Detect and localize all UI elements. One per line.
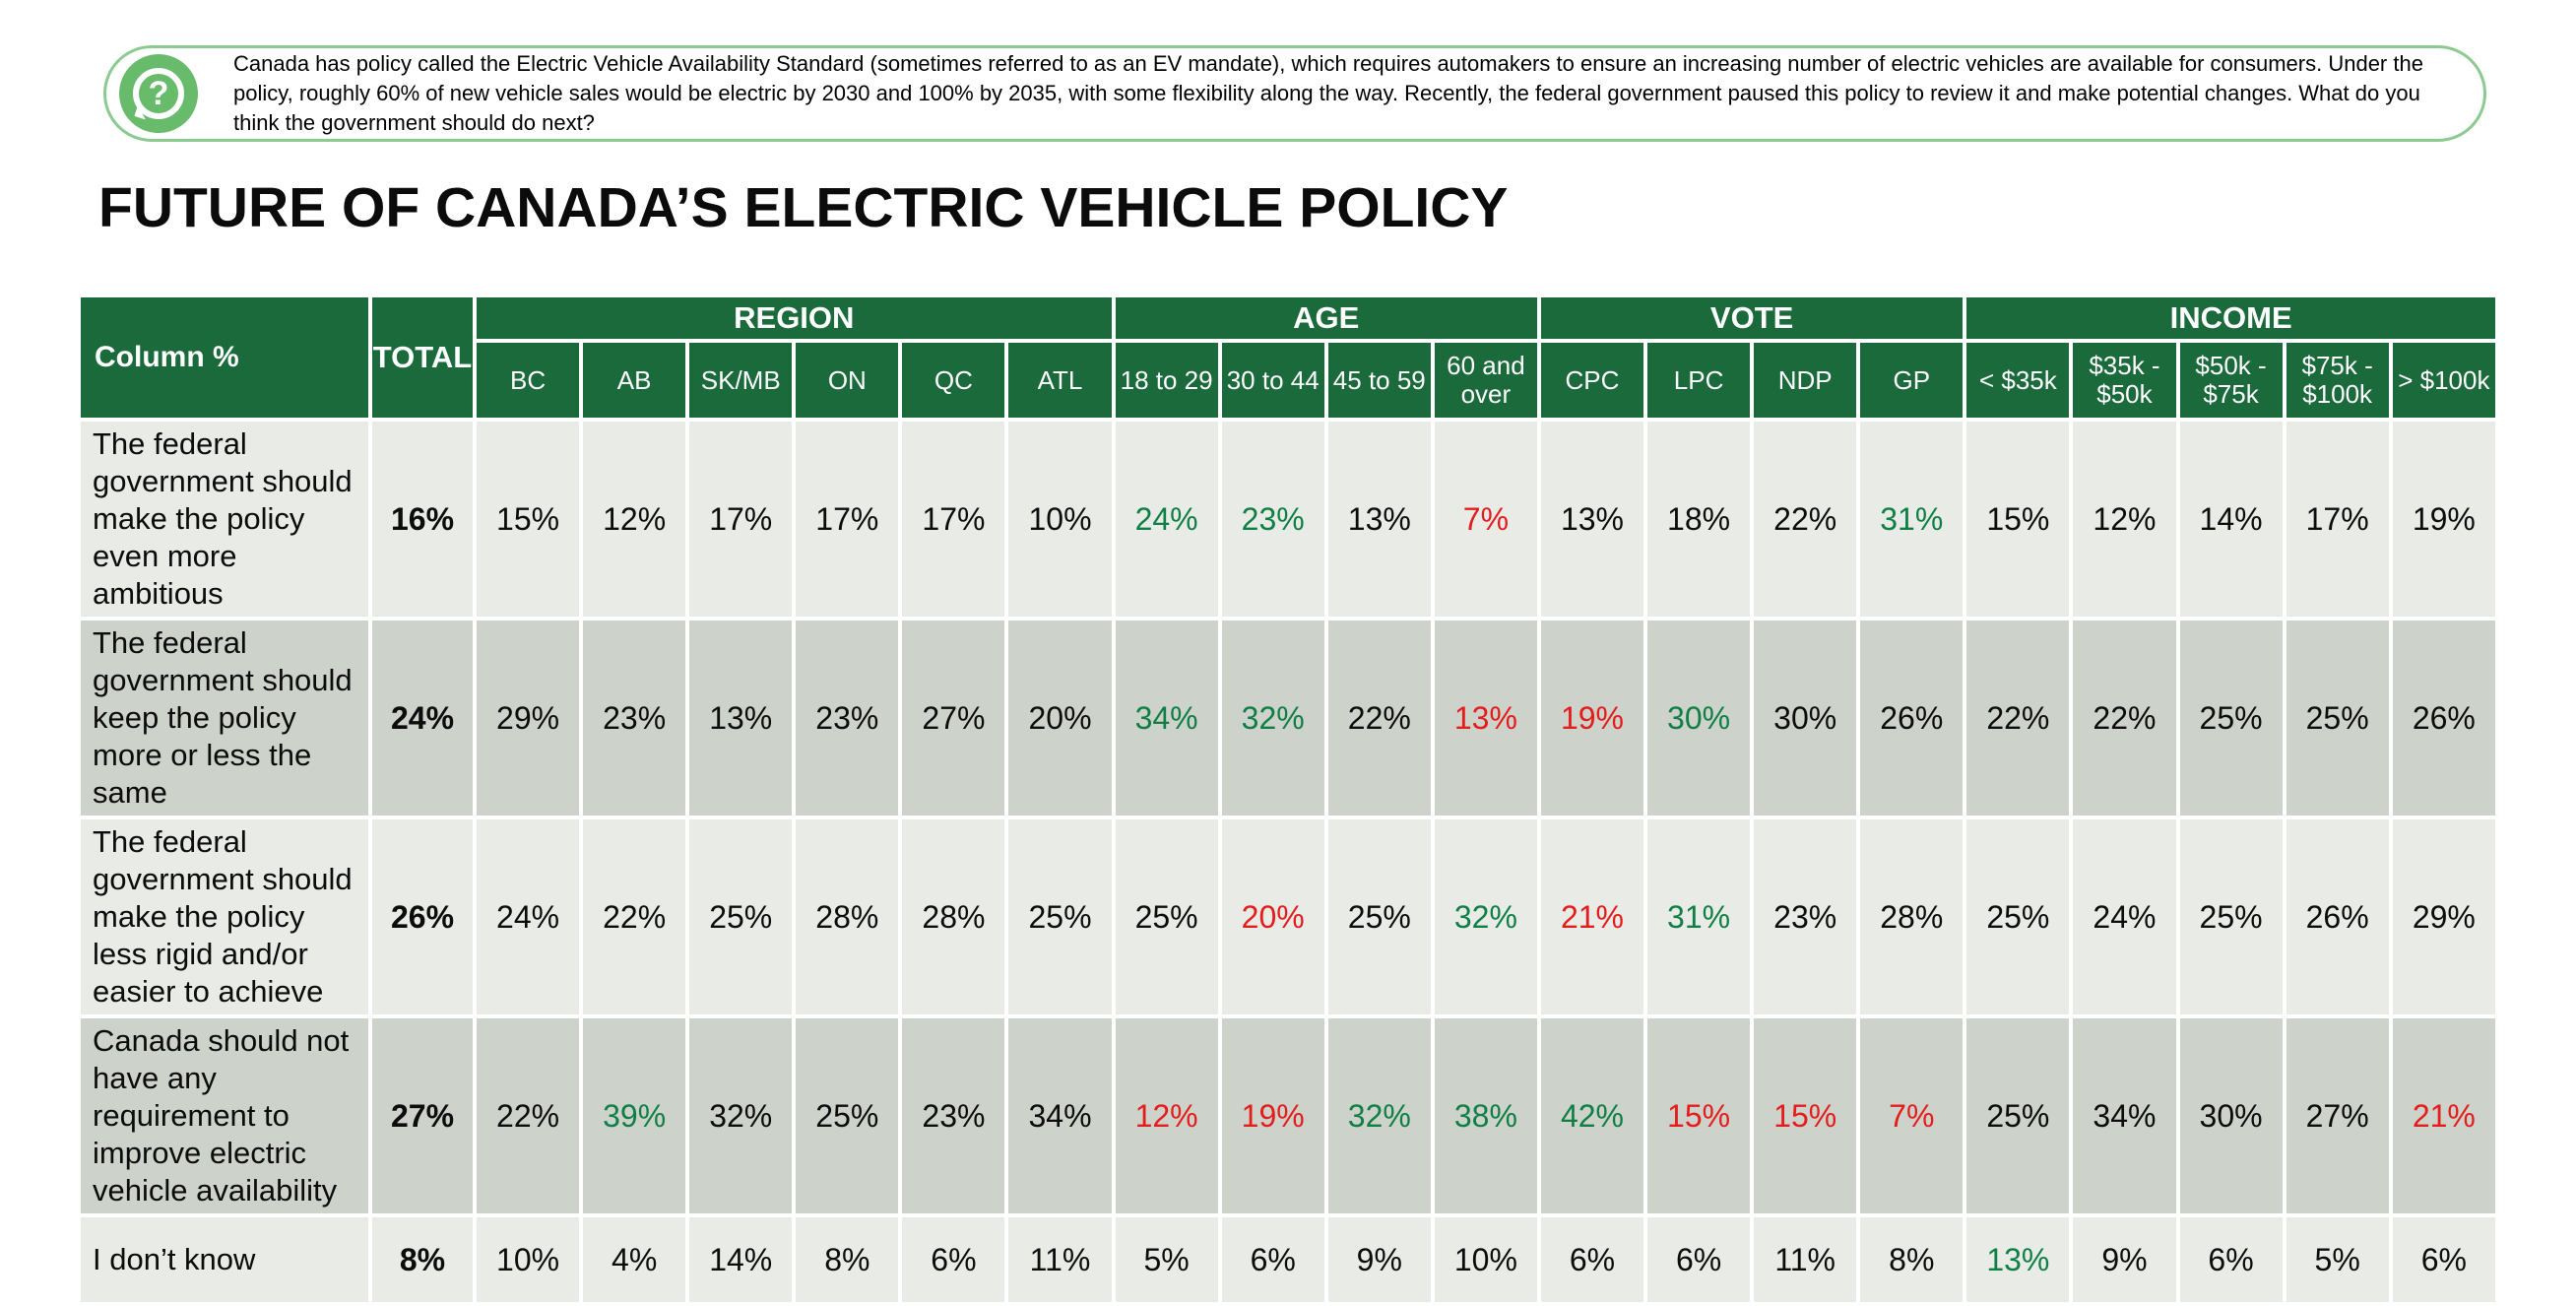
table-cell: 25% (1966, 819, 2069, 1014)
answer-row (81, 422, 2495, 617)
total-cell: 26% (372, 819, 473, 1014)
table-cell: 23% (583, 620, 685, 816)
table-cell: 32% (1328, 1018, 1431, 1213)
table-cell: 25% (2286, 620, 2389, 816)
column-header: NDP (1754, 343, 1856, 418)
table-cell: 12% (1116, 1018, 1218, 1213)
column-header: LPC (1647, 343, 1750, 418)
table-cell: 25% (2180, 819, 2283, 1014)
table-cell: 23% (1754, 819, 1856, 1014)
total-cell: 27% (372, 1018, 473, 1213)
table-cell: 29% (477, 620, 579, 816)
table-cell: 34% (1008, 1018, 1111, 1213)
table-cell: 34% (2073, 1018, 2175, 1213)
column-header: 30 to 44 (1222, 343, 1324, 418)
table-cell: 15% (477, 422, 579, 617)
column-header: $75k - $100k (2286, 343, 2389, 418)
table-cell: 5% (1116, 1217, 1218, 1302)
table-cell: 20% (1222, 819, 1324, 1014)
corner-header: Column % (81, 297, 368, 418)
question-bubble-icon (119, 54, 198, 133)
table-cell: 22% (583, 819, 685, 1014)
question-note-box (103, 45, 2486, 142)
column-header: 45 to 59 (1328, 343, 1431, 418)
table-cell: 6% (1541, 1217, 1643, 1302)
table-cell: 31% (1647, 819, 1750, 1014)
total-cell: 24% (372, 620, 473, 816)
table-cell: 19% (1222, 1018, 1324, 1213)
table-cell: 32% (1435, 819, 1537, 1014)
column-header: SK/MB (689, 343, 792, 418)
table-cell: 22% (2073, 620, 2175, 816)
table-cell: 7% (1435, 422, 1537, 617)
table-cell: 42% (1541, 1018, 1643, 1213)
table-cell: 21% (1541, 819, 1643, 1014)
crosstab-table (77, 294, 2499, 1306)
table-cell: 14% (689, 1217, 792, 1302)
row-label: I don’t know (81, 1217, 368, 1302)
column-header: CPC (1541, 343, 1643, 418)
table-cell: 22% (477, 1018, 579, 1213)
table-cell: 31% (1860, 422, 1963, 617)
column-header: $35k - $50k (2073, 343, 2175, 418)
table-cell: 9% (2073, 1217, 2175, 1302)
table-cell: 17% (796, 422, 898, 617)
table-cell: 32% (689, 1018, 792, 1213)
answer-row (81, 1217, 2495, 1302)
group-header-vote: VOTE (1541, 297, 1963, 339)
table-cell: 5% (2286, 1217, 2389, 1302)
table-cell: 12% (2073, 422, 2175, 617)
table-cell: 22% (1966, 620, 2069, 816)
row-label: Canada should not have any requirement to improve electric vehicle availability (81, 1018, 368, 1213)
table-cell: 18% (1647, 422, 1750, 617)
table-cell: 34% (1116, 620, 1218, 816)
table-cell: 19% (1541, 620, 1643, 816)
table-cell: 27% (902, 620, 1004, 816)
table-cell: 17% (2286, 422, 2389, 617)
table-cell: 8% (1860, 1217, 1963, 1302)
table-cell: 30% (1754, 620, 1856, 816)
answer-row (81, 620, 2495, 816)
table-cell: 20% (1008, 620, 1111, 816)
table-cell: 17% (902, 422, 1004, 617)
table-cell: 24% (477, 819, 579, 1014)
table-cell: 25% (689, 819, 792, 1014)
column-header: < $35k (1966, 343, 2069, 418)
table-cell: 15% (1754, 1018, 1856, 1213)
table-cell: 25% (1116, 819, 1218, 1014)
table-cell: 15% (1647, 1018, 1750, 1213)
total-column-header: TOTAL (372, 297, 473, 418)
table-cell: 28% (902, 819, 1004, 1014)
total-cell: 16% (372, 422, 473, 617)
table-cell: 25% (796, 1018, 898, 1213)
column-header: > $100k (2393, 343, 2495, 418)
table-cell: 32% (1222, 620, 1324, 816)
table-cell: 13% (689, 620, 792, 816)
table-cell: 13% (1966, 1217, 2069, 1302)
table-cell: 24% (2073, 819, 2175, 1014)
table-cell: 13% (1541, 422, 1643, 617)
column-header: 18 to 29 (1116, 343, 1218, 418)
table-cell: 25% (1966, 1018, 2069, 1213)
column-header: $50k - $75k (2180, 343, 2283, 418)
table-cell: 11% (1008, 1217, 1111, 1302)
row-label: The federal government should make the policy less rigid and/or easier to achieve (81, 819, 368, 1014)
column-header: QC (902, 343, 1004, 418)
column-header: GP (1860, 343, 1963, 418)
table-cell: 10% (1008, 422, 1111, 617)
speech-bubble-shape (133, 68, 184, 119)
table-cell: 30% (1647, 620, 1750, 816)
total-cell: 8% (372, 1217, 473, 1302)
row-label: The federal government should keep the policy more or less the same (81, 620, 368, 816)
table-cell: 26% (1860, 620, 1963, 816)
column-header: AB (583, 343, 685, 418)
table-cell: 23% (796, 620, 898, 816)
table-cell: 6% (2393, 1217, 2495, 1302)
table-cell: 8% (796, 1217, 898, 1302)
table-cell: 23% (1222, 422, 1324, 617)
answer-row (81, 1018, 2495, 1213)
table-cell: 39% (583, 1018, 685, 1213)
column-header: ATL (1008, 343, 1111, 418)
table-cell: 19% (2393, 422, 2495, 617)
table-cell: 10% (477, 1217, 579, 1302)
table-cell: 4% (583, 1217, 685, 1302)
table-cell: 14% (2180, 422, 2283, 617)
table-cell: 29% (2393, 819, 2495, 1014)
table-cell: 28% (796, 819, 898, 1014)
table-cell: 38% (1435, 1018, 1537, 1213)
table-cell: 13% (1328, 422, 1431, 617)
table-cell: 26% (2393, 620, 2495, 816)
group-header-age: AGE (1116, 297, 1537, 339)
table-cell: 7% (1860, 1018, 1963, 1213)
table-cell: 11% (1754, 1217, 1856, 1302)
table-cell: 6% (902, 1217, 1004, 1302)
row-label: The federal government should make the policy even more ambitious (81, 422, 368, 617)
table-cell: 6% (2180, 1217, 2283, 1302)
column-header: ON (796, 343, 898, 418)
table-cell: 26% (2286, 819, 2389, 1014)
table-cell: 22% (1328, 620, 1431, 816)
page-title: FUTURE OF CANADA’S ELECTRIC VEHICLE POLICY (98, 176, 1509, 239)
table-cell: 9% (1328, 1217, 1431, 1302)
table-cell: 27% (2286, 1018, 2389, 1213)
table-cell: 10% (1435, 1217, 1537, 1302)
table-cell: 17% (689, 422, 792, 617)
group-header-region: REGION (477, 297, 1112, 339)
table-cell: 25% (1008, 819, 1111, 1014)
table-cell: 25% (1328, 819, 1431, 1014)
question-note-text: Canada has policy called the Electric Vehicle Availability Standard (sometimes referred to as an EV mandate), which requires automakers to ensure an increasing number of electric vehicles are available for consumers. Under the policy, roughly 60% of new vehicle sales would be electric by 2030 and 100% by 2035, with some flexibility along the way. Recently, the federal government paused this policy to review it and make potential changes. What do you think the government should do next? (233, 51, 2423, 135)
table-cell: 28% (1860, 819, 1963, 1014)
table-cell: 21% (2393, 1018, 2495, 1213)
table-cell: 22% (1754, 422, 1856, 617)
table-cell: 25% (2180, 620, 2283, 816)
column-header: BC (477, 343, 579, 418)
table-cell: 24% (1116, 422, 1218, 617)
answer-row (81, 819, 2495, 1014)
table-cell: 13% (1435, 620, 1537, 816)
table-cell: 12% (583, 422, 685, 617)
table-cell: 15% (1966, 422, 2069, 617)
table-cell: 6% (1647, 1217, 1750, 1302)
group-header-income: INCOME (1966, 297, 2495, 339)
table-cell: 23% (902, 1018, 1004, 1213)
table-cell: 6% (1222, 1217, 1324, 1302)
table-cell: 30% (2180, 1018, 2283, 1213)
column-header: 60 and over (1435, 343, 1537, 418)
question-mark-glyph: ? (148, 75, 169, 112)
